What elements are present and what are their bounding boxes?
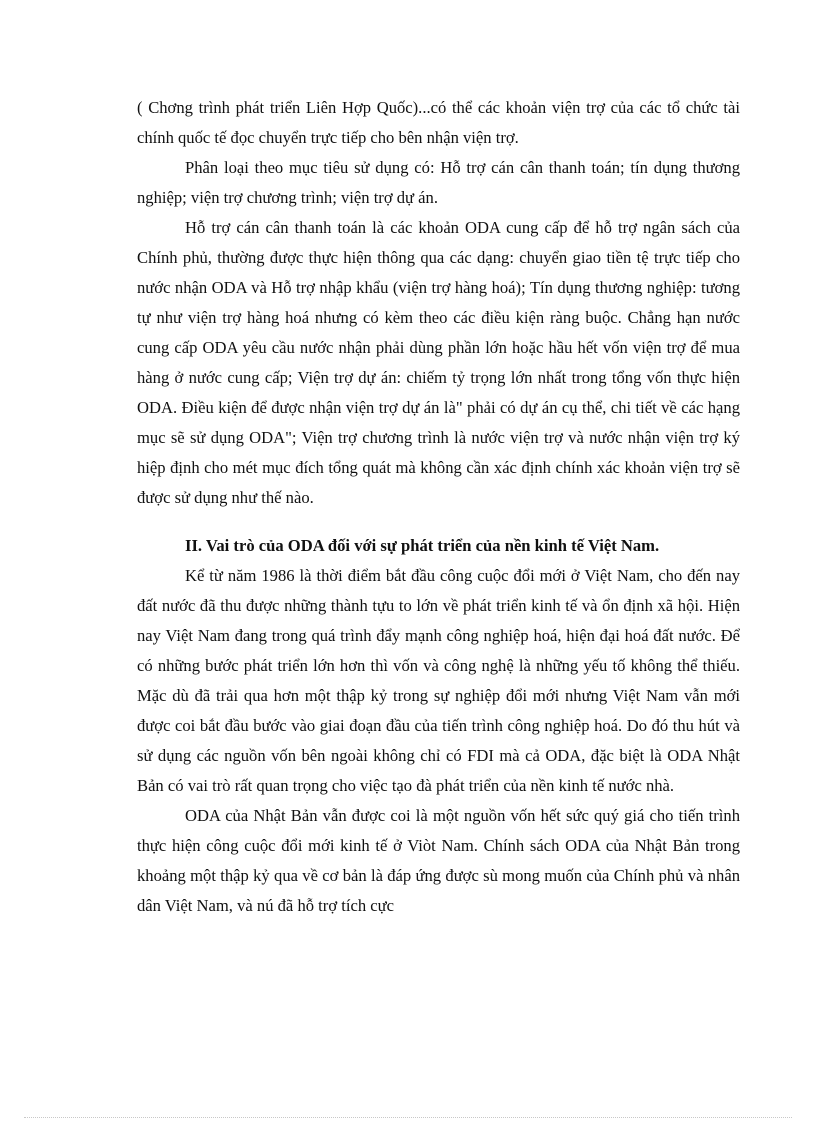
page-bottom-rule <box>24 1117 792 1118</box>
paragraph-continuation: ( Chơng trình phát triển Liên Hợp Quốc)...có thể các khoản viện trợ của các tổ chức tài chính quốc tế đọc chuyển trực tiếp cho bên nhận viện trợ. <box>137 98 740 147</box>
paragraph-balance-of-payments: Hỗ trợ cán cân thanh toán là các khoản ODA cung cấp để hỗ trợ ngân sách của Chính phủ, thường được thực hiện thông qua các dạng: chuyển giao tiền tệ trực tiếp cho nước nhận ODA và Hỗ trợ nhập khẩu (viện trợ hàng hoá); Tín dụng thương nghiệp: tương tự như viện trợ hàng hoá nhưng có kèm theo các điều kiện ràng buộc. Chẳng hạn nước cung cấp ODA yêu cầu nước nhận phải dùng phần lớn hoặc hầu hết vốn viện trợ để mua hàng ở nước cung cấp; Viện trợ dự án: chiếm tỷ trọng lớn nhất trong tổng vốn thực hiện ODA. Điều kiện để được nhận viện trợ dự án là" phải có dự án cụ thể, chi tiết về các hạng mục sẽ sử dụng ODA"; Viện trợ chương trình là nước viện trợ và nước nhận viện trợ ký hiệp định cho mét mục đích tổng quát mà không cần xác định chính xác khoản viện trợ sẽ được sử dụng như thế nào. <box>137 218 740 507</box>
paragraph-japan-oda: ODA của Nhật Bản vẫn được coi là một nguồn vốn hết sức quý giá cho tiến trình thực hiện công cuộc đổi mới kinh tế ở Viòt Nam. Chính sách ODA của Nhật Bản trong khoảng một thập kỷ qua về cơ bản là đáp ứng được sù mong muốn của Chính phủ và nhân dân Việt Nam, và nú đã hỗ trợ tích cực <box>137 806 740 915</box>
paragraph-classification: Phân loại theo mục tiêu sử dụng có: Hỗ trợ cán cân thanh toán; tín dụng thương nghiệp; viện trợ chương trình; viện trợ dự án. <box>137 158 740 207</box>
paragraph-since-1986: Kể từ năm 1986 là thời điểm bắt đầu công cuộc đổi mới ở Việt Nam, cho đến nay đất nước đã thu được những thành tựu to lớn về phát triển kinh tế và ổn định xã hội. Hiện nay Việt Nam đang trong quá trình đẩy mạnh công nghiệp hoá, hiện đại hoá đất nước. Để có những bước phát triển lớn hơn thì vốn và công nghệ là những yếu tố không thể thiếu. Mặc dù đã trải qua hơn một thập kỷ trong sự nghiệp đổi mới nhưng Việt Nam vẫn mới được coi bắt đầu bước vào giai đoạn đầu của tiến trình công nghiệp hoá. Do đó thu hút và sử dụng các nguồn vốn bên ngoài không chỉ có FDI mà cả ODA, đặc biệt là ODA Nhật Bản có vai trò rất quan trọng cho việc tạo đà phát triển của nền kinh tế nước nhà. <box>137 566 740 795</box>
document-page <box>137 93 740 921</box>
section-heading: II. Vai trò của ODA đối với sự phát triển của nền kinh tế Việt Nam. <box>185 536 660 555</box>
spacer <box>137 513 740 521</box>
